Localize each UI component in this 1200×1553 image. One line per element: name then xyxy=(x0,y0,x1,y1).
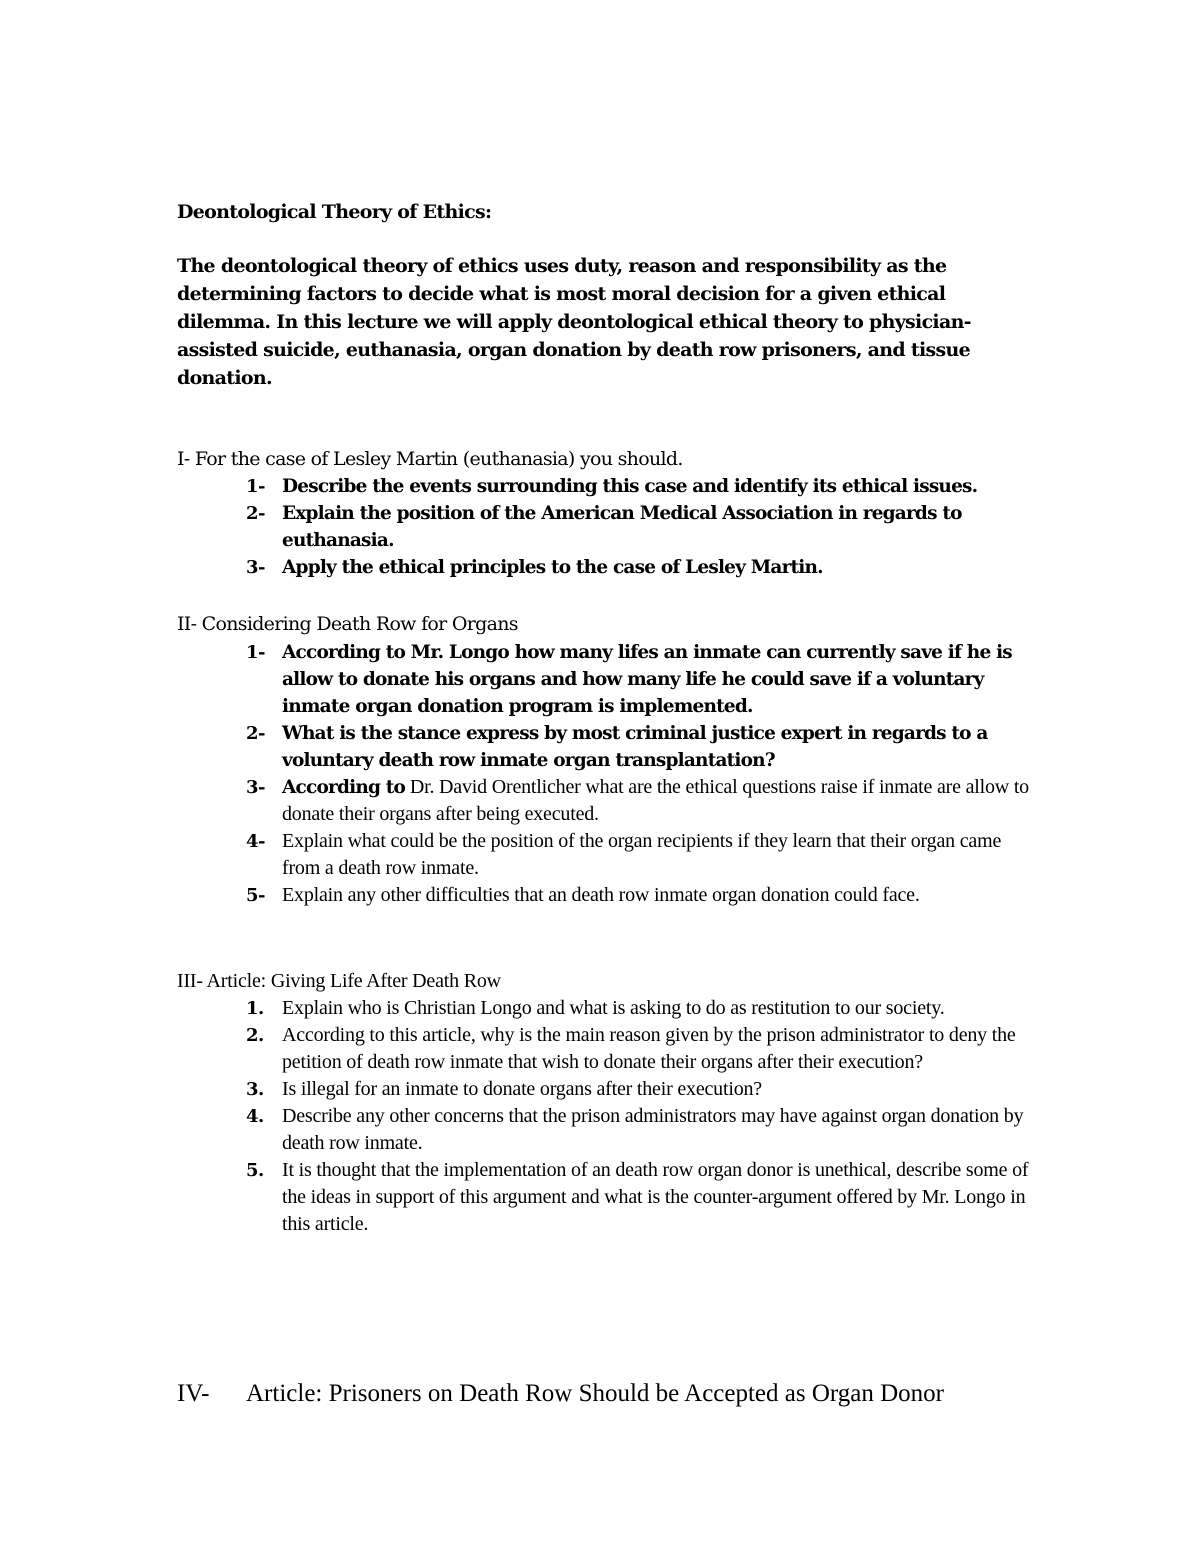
list-number: 3- xyxy=(246,557,265,578)
list-item-text: Dr. David Orentlicher what are the ethical questions raise if inmate are allow to donate their organs after being executed. xyxy=(282,776,1029,825)
list-item xyxy=(240,995,1040,1022)
section-2-heading: II- Considering Death Row for Organs xyxy=(177,613,518,635)
list-number: 1- xyxy=(246,476,265,497)
list-item xyxy=(240,828,1040,882)
list-item xyxy=(240,554,1040,581)
section-4-number: IV- xyxy=(177,1380,210,1407)
list-number: 2. xyxy=(246,1025,264,1046)
list-item-text: Explain what could be the position of the organ recipients if they learn that their organ came from a death row inmate. xyxy=(282,830,1002,879)
list-item-text: According to this article, why is the main reason given by the prison administrator to deny the petition of death row inmate that wish to donate their organs after their execution? xyxy=(282,1024,1016,1073)
section-2-list xyxy=(240,639,1040,909)
list-item-text: Explain who is Christian Longo and what is asking to do as restitution to our society. xyxy=(282,997,945,1019)
list-number: 1. xyxy=(246,998,264,1019)
list-number: 4- xyxy=(246,831,265,852)
list-item-text: Describe any other concerns that the prison administrators may have against organ donation by death row inmate. xyxy=(282,1105,1024,1154)
list-item xyxy=(240,720,1040,774)
list-item xyxy=(240,473,1040,500)
section-4-title: Article: Prisoners on Death Row Should be Accepted as Organ Donor xyxy=(246,1380,945,1407)
list-number: 3- xyxy=(246,777,265,798)
list-number: 2- xyxy=(246,503,265,524)
list-item xyxy=(240,1022,1040,1076)
list-number: 5- xyxy=(246,885,265,906)
list-item-text: Describe the events surrounding this case and identify its ethical issues. xyxy=(282,476,978,497)
list-item-lead: According to xyxy=(282,777,406,798)
list-item-text: Explain any other difficulties that an death row inmate organ donation could face. xyxy=(282,884,920,906)
list-number: 3. xyxy=(246,1079,264,1100)
section-3-heading: III- Article: Giving Life After Death Row xyxy=(177,970,501,992)
list-item xyxy=(240,639,1040,720)
list-item xyxy=(240,882,1040,909)
list-item-text: Explain the position of the American Medical Association in regards to euthanasia. xyxy=(282,503,962,551)
list-item-text: Is illegal for an inmate to donate organs after their execution? xyxy=(282,1078,762,1100)
section-1-list xyxy=(240,473,1040,581)
list-item-text: It is thought that the implementation of an death row organ donor is unethical, describe some of the ideas in support of this argument and what is the counter-argument offered by Mr. Longo in this article. xyxy=(282,1159,1029,1235)
section-1-heading: I- For the case of Lesley Martin (euthanasia) you should. xyxy=(177,448,683,470)
list-item xyxy=(240,774,1040,828)
list-item xyxy=(240,1157,1040,1238)
list-number: 2- xyxy=(246,723,265,744)
document-title: Deontological Theory of Ethics: xyxy=(177,201,492,223)
section-3-list xyxy=(240,995,1040,1238)
intro-paragraph: The deontological theory of ethics uses duty, reason and responsibility as the determining factors to decide what is most moral decision for a given ethical dilemma. In this lecture we will apply deontological ethical theory to physician-assisted suicide, euthanasia, organ donation by death row prisoners, and tissue donation. xyxy=(177,255,971,389)
list-item xyxy=(240,1076,1040,1103)
list-item xyxy=(240,500,1040,554)
list-item-text: Apply the ethical principles to the case of Lesley Martin. xyxy=(282,557,823,578)
list-item-text: What is the stance express by most criminal justice expert in regards to a voluntary death row inmate organ transplantation? xyxy=(282,723,988,771)
section-4-heading xyxy=(177,1380,944,1408)
list-number: 4. xyxy=(246,1106,264,1127)
list-number: 1- xyxy=(246,642,265,663)
list-number: 5. xyxy=(246,1160,264,1181)
list-item-text: According to Mr. Longo how many lifes an inmate can currently save if he is allow to donate his organs and how many life he could save if a voluntary inmate organ donation program is implemented. xyxy=(282,642,1012,717)
list-item xyxy=(240,1103,1040,1157)
